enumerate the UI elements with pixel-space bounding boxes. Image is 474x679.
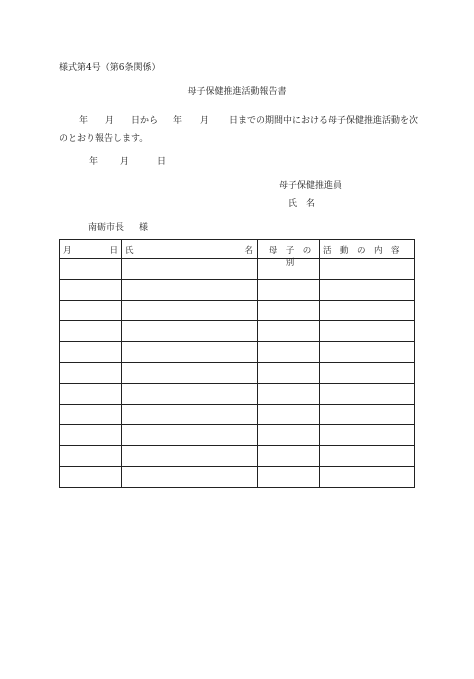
mother-child-cell	[258, 300, 320, 321]
activity-cell	[320, 321, 415, 342]
mother-child-cell	[258, 425, 320, 446]
document-title: 母子保健推進活動報告書	[187, 87, 287, 97]
header-mother-child-label: 母 子 の 別	[268, 246, 320, 268]
table-row	[60, 362, 415, 383]
date-cell	[60, 383, 122, 404]
header-activity	[320, 240, 415, 259]
activity-cell	[320, 425, 415, 446]
report-date	[89, 154, 179, 166]
activity-cell	[320, 466, 415, 487]
period-month-to: 月	[200, 116, 210, 126]
date-cell	[60, 446, 122, 467]
period-day-to: 日までの期間中における母子保健推進活動を次	[229, 116, 419, 126]
report-date-year: 年	[89, 157, 99, 167]
activity-report-table	[59, 239, 415, 488]
header-name-right: 名	[244, 246, 253, 256]
table-row	[60, 446, 415, 467]
period-statement	[59, 113, 419, 125]
header-name-left: 氏	[125, 246, 134, 256]
table-row	[60, 279, 415, 300]
reporter-organization: 母子保健推進員	[279, 181, 343, 191]
addressee-honorific: 様	[139, 223, 149, 233]
name-cell	[122, 383, 258, 404]
date-cell	[60, 342, 122, 363]
table-row	[60, 425, 415, 446]
name-cell	[122, 342, 258, 363]
activity-cell	[320, 279, 415, 300]
mother-child-cell	[258, 279, 320, 300]
date-cell	[60, 259, 122, 280]
mother-child-cell	[258, 321, 320, 342]
period-day-from: 日から	[131, 116, 159, 126]
mother-child-cell	[258, 383, 320, 404]
table-body	[60, 259, 415, 488]
table-row	[60, 321, 415, 342]
name-cell	[122, 404, 258, 425]
header-name	[122, 240, 258, 259]
activity-cell	[320, 446, 415, 467]
activity-cell	[320, 404, 415, 425]
header-mother-child	[258, 240, 320, 268]
table-header-row	[60, 240, 415, 259]
name-cell	[122, 466, 258, 487]
table-row	[60, 466, 415, 487]
mother-child-cell	[258, 342, 320, 363]
name-cell	[122, 259, 258, 280]
activity-cell	[320, 383, 415, 404]
name-cell	[122, 300, 258, 321]
name-cell	[122, 362, 258, 383]
activity-cell	[320, 300, 415, 321]
form-number: 様式第4号（第6条関係）	[59, 63, 161, 73]
header-activity-label: 活 動 の 内 容	[323, 246, 400, 256]
name-cell	[122, 279, 258, 300]
header-day: 日	[109, 246, 118, 256]
date-cell	[60, 279, 122, 300]
addressee	[88, 220, 178, 232]
date-cell	[60, 466, 122, 487]
report-date-day: 日	[157, 157, 167, 167]
mother-child-cell	[258, 446, 320, 467]
date-cell	[60, 321, 122, 342]
table-row	[60, 383, 415, 404]
date-cell	[60, 300, 122, 321]
mother-child-cell	[258, 404, 320, 425]
report-date-month: 月	[120, 157, 130, 167]
header-month: 月	[63, 246, 72, 256]
name-cell	[122, 446, 258, 467]
table-row	[60, 342, 415, 363]
name-cell	[122, 321, 258, 342]
name-cell	[122, 425, 258, 446]
date-cell	[60, 404, 122, 425]
period-month-from: 月	[105, 116, 115, 126]
date-cell	[60, 362, 122, 383]
mother-child-cell	[258, 466, 320, 487]
date-cell	[60, 425, 122, 446]
table-row	[60, 259, 415, 280]
header-date	[60, 240, 122, 259]
addressee-office: 南砺市長	[88, 223, 125, 233]
activity-cell	[320, 259, 415, 280]
reporter-name-label: 氏 名	[288, 199, 316, 209]
mother-child-cell	[258, 362, 320, 383]
period-year-to: 年	[173, 116, 183, 126]
period-year-from: 年	[79, 116, 89, 126]
activity-cell	[320, 362, 415, 383]
period-continuation: のとおり報告します。	[59, 134, 149, 144]
table-row	[60, 404, 415, 425]
table-row	[60, 300, 415, 321]
activity-cell	[320, 342, 415, 363]
